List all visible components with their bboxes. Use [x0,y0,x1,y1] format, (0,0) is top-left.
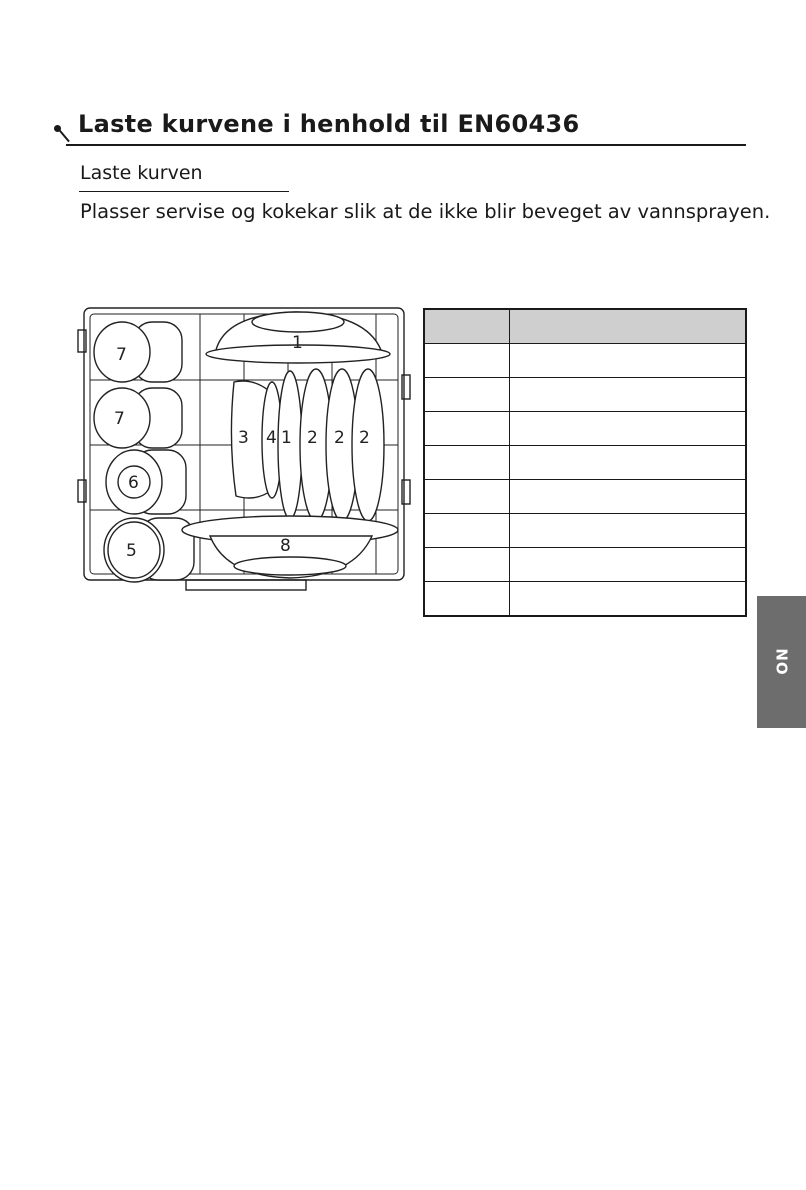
legend-cell-number [424,378,510,412]
side-clip [78,330,86,352]
legend-cell-item [510,548,747,582]
legend-cell-number [424,344,510,378]
label-saucer-4: 4 [266,428,277,448]
side-clip [78,480,86,502]
label-cup-7-middle: 7 [114,409,125,429]
legend-cell-item [510,582,747,617]
legend-cell-number [424,548,510,582]
table-row [424,582,746,617]
cup-6 [106,450,186,514]
legend-header-item [510,309,747,344]
basket-loading-diagram [76,300,412,600]
language-tab [757,596,806,728]
basket-foot [186,580,306,590]
legend-cell-item [510,344,747,378]
cup-7-top [94,322,182,382]
legend-cell-item [510,412,747,446]
label-plate-2b: 2 [334,428,345,448]
legend-cell-item [510,378,747,412]
instruction-text: Plasser servise og kokekar slik at de ikke blir beveget av vannsprayen. [80,200,771,223]
label-bowl-8: 8 [280,536,291,556]
legend-header-number [424,309,510,344]
table-row [424,344,746,378]
label-plate-2a: 2 [307,428,318,448]
legend-cell-item [510,514,747,548]
label-plate-2c: 2 [359,428,370,448]
table-row [424,480,746,514]
language-tab-label: NO [772,648,791,676]
title-connector [58,129,70,143]
label-bowl-3: 3 [238,428,249,448]
table-row [424,548,746,582]
side-clip [402,480,410,504]
side-clip [402,375,410,399]
label-bowl-1-top: 1 [292,333,303,353]
table-row [424,378,746,412]
legend-cell-item [510,480,747,514]
legend-cell-item [510,446,747,480]
legend-header-row [424,309,746,344]
table-row [424,514,746,548]
title-underline [66,144,746,146]
legend-cell-number [424,412,510,446]
legend-cell-number [424,480,510,514]
table-row [424,446,746,480]
section-title: Laste kurvene i henhold til EN60436 [78,110,580,138]
label-plate-1: 1 [281,428,292,448]
cup-5 [104,518,194,582]
legend-cell-number [424,514,510,548]
label-cup-6: 6 [128,473,139,493]
legend-cell-number [424,446,510,480]
cup-7-middle [94,388,182,448]
label-cup-5: 5 [126,541,137,561]
table-row [424,412,746,446]
label-cup-7-top: 7 [116,345,127,365]
subsection-underline [79,191,289,192]
subsection-title: Laste kurven [80,162,203,184]
legend-cell-number [424,582,510,617]
legend-table [423,308,747,617]
